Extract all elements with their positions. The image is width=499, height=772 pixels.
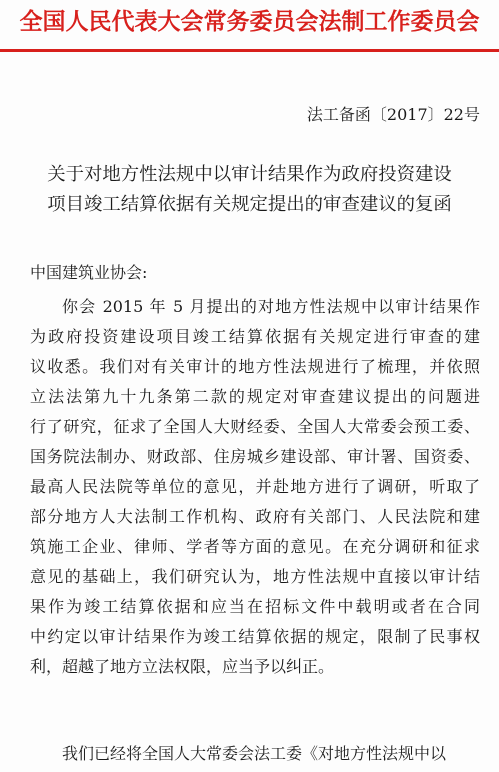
paragraph-line: 你会 2015 年 5 月提出的对地方性法规中以审计结果作 bbox=[62, 297, 480, 316]
paragraph-1 bbox=[30, 292, 480, 682]
salutation: 中国建筑业协会: bbox=[30, 263, 148, 282]
paragraph-line: 行了研究，征求了全国人大财经委、全国人大常委会预工委、 bbox=[30, 417, 480, 436]
paragraph-line: 部分地方人大法制工作机构、政府有关部门、人民法院和建 bbox=[30, 507, 480, 526]
paragraph-line: 我们已经将全国人大常委会法工委《对地方性法规中以 bbox=[62, 744, 447, 763]
paragraph-line: 果作为竣工结算依据和应当在招标文件中载明或者在合同 bbox=[30, 597, 480, 616]
paragraph-line: 利，超越了地方立法权限，应当予以纠正。 bbox=[30, 657, 335, 676]
title-line: 关于对地方性法规中以审计结果作为政府投资建设 bbox=[47, 164, 452, 185]
paragraph-line: 最高人民法院等单位的意见，并赴地方进行了调研，听取了 bbox=[30, 477, 480, 496]
paragraph-line: 立法法第九十九条第二款的规定对审查建议提出的问题进 bbox=[30, 387, 480, 406]
document-title bbox=[0, 160, 499, 220]
paragraph-line: 国务院法制办、财政部、住房城乡建设部、审计署、国资委、 bbox=[30, 447, 480, 466]
paragraph-line: 筑施工企业、律师、学者等方面的意见。在充分调研和征求 bbox=[30, 537, 480, 556]
letterhead-rule bbox=[0, 49, 499, 52]
paragraph-line: 议收悉。我们对有关审计的地方性法规进行了梳理，并依照 bbox=[30, 357, 480, 376]
paragraph-line: 中约定以审计结果作为竣工结算依据的规定，限制了民事权 bbox=[30, 627, 480, 646]
letterhead-rule-line bbox=[0, 49, 499, 52]
document-number: 法工备函〔2017〕22号 bbox=[306, 105, 480, 124]
letterhead-title: 全国人民代表大会常务委员会法制工作委员会 bbox=[19, 8, 480, 35]
paragraph-2 bbox=[30, 739, 480, 769]
title-line: 项目竣工结算依据有关规定提出的审查建议的复函 bbox=[47, 194, 452, 215]
paragraph-line: 意见的基础上，我们研究认为，地方性法规中直接以审计结 bbox=[30, 567, 480, 586]
paragraph-line: 为政府投资建设项目竣工结算依据有关规定进行审查的建 bbox=[30, 327, 480, 346]
